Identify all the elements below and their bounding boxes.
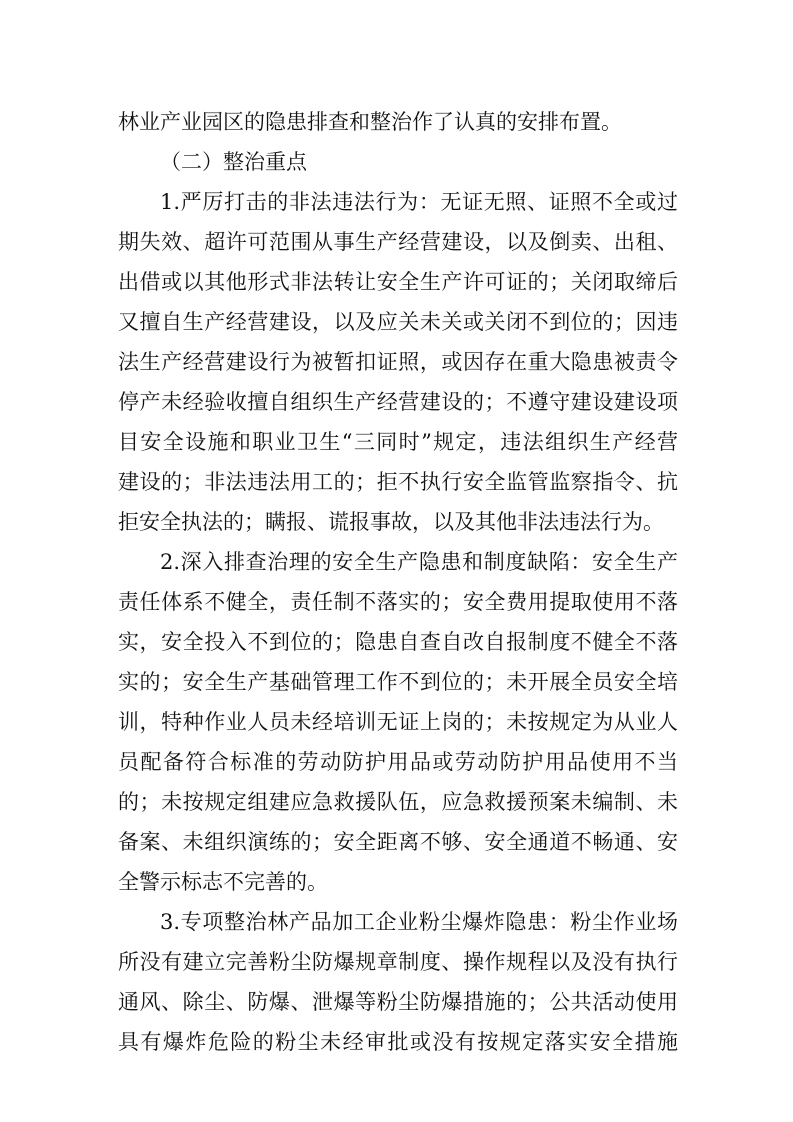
text-line-20: 全警示标志不完善的。 [118,870,328,894]
text-line-10: 建设的；非法违法用工的；拒不执行安全监管监察指令、抗 [118,470,678,494]
text-line-21: 3.专项整治林产品加工企业粉尘爆炸隐患：粉尘作业场 [160,910,678,934]
text-line-8: 停产未经验收擅自组织生产经营建设的；不遵守建设建设项 [118,390,678,414]
text-line-13: 责任体系不健全，责任制不落实的；安全费用提取使用不落 [118,590,678,614]
text-line-5: 出借或以其他形式非法转让安全生产许可证的；关闭取缔后 [118,270,678,294]
text-line-3: 1.严厉打击的非法违法行为：无证无照、证照不全或过 [160,190,678,214]
text-line-11: 拒安全执法的；瞒报、谎报事故，以及其他非法违法行为。 [118,510,664,534]
text-line-17: 员配备符合标准的劳动防护用品或劳动防护用品使用不当 [118,750,678,774]
text-line-22: 所没有建立完善粉尘防爆规章制度、操作规程以及没有执行 [118,950,678,974]
text-line-9: 目安全设施和职业卫生“三同时”规定，违法组织生产经营 [118,430,678,454]
text-line-12: 2.深入排查治理的安全生产隐患和制度缺陷：安全生产 [160,550,678,574]
text-line-16: 训，特种作业人员未经培训无证上岗的；未按规定为从业人 [118,710,678,734]
text-line-14: 实，安全投入不到位的；隐患自查自改自报制度不健全不落 [118,630,678,654]
text-line-6: 又擅自生产经营建设，以及应关未关或关闭不到位的；因违 [118,310,678,334]
text-line-18: 的；未按规定组建应急救援队伍，应急救援预案未编制、未 [118,790,678,814]
section-heading-priorities: （二）整治重点 [160,150,307,174]
text-line-7: 法生产经营建设行为被暂扣证照，或因存在重大隐患被责令 [118,350,678,374]
text-line-4: 期失效、超许可范围从事生产经营建设，以及倒卖、出租、 [118,230,678,254]
text-line-23: 通风、除尘、防爆、泄爆等粉尘防爆措施的；公共活动使用 [118,990,678,1014]
text-line-1: 林业产业园区的隐患排查和整治作了认真的安排布置。 [118,110,622,134]
text-line-15: 实的；安全生产基础管理工作不到位的；未开展全员安全培 [118,670,678,694]
text-line-19: 备案、未组织演练的；安全距离不够、安全通道不畅通、安 [118,830,678,854]
text-line-24: 具有爆炸危险的粉尘未经审批或没有按规定落实安全措施 [118,1030,678,1054]
